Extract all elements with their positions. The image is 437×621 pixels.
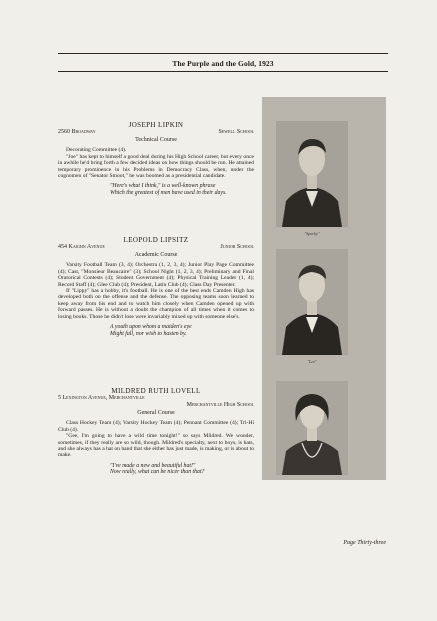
bio-paragraph: If "Lippy" has a hobby, it's football. He is one of the best ends Camden High has developed both on the offense and the defense. The opposing teams soon learned to keep away from his end and to watch him closely when Camden opened up with forward passes. He is without a doubt the champion of all times when it comes to losing books. Those he didn't lose were invariably mixed up with someone else's. xyxy=(58,288,254,320)
header-top-rule xyxy=(58,53,388,54)
student-name: LEOPOLD LIPSITZ xyxy=(123,236,189,244)
address-row xyxy=(58,244,254,251)
portrait-young-woman-icon xyxy=(276,381,348,475)
activities-paragraph: Varsity Football Team (3, 4); Orchestra (1, 2, 3, 4); Junior Play Page Committee (4); Cast, "Monsieur Beaucaire" (3); School Night (1, 2, 3, 4); Preliminary and Final Oratorical Contests (4); Student Government (4); Physical Training Leader (1, 4); Record Staff (4); Glee Club (4); President, Latin Club (4); Class Day Presenter. xyxy=(58,262,254,288)
entry-joseph-lipkin xyxy=(58,122,254,197)
activities-paragraph: Decorating Committee (4). xyxy=(66,147,127,154)
course-name: Technical Course xyxy=(135,137,177,144)
verse-quote xyxy=(110,463,254,476)
entry-mildred-ruth-lovell xyxy=(58,388,254,476)
portrait-photo xyxy=(276,121,348,227)
previous-school: Sewell School xyxy=(218,129,254,136)
header-bottom-rule xyxy=(58,71,388,72)
portrait-young-man-icon xyxy=(276,249,348,355)
verse-line-1: A youth upon whom a maiden's eye xyxy=(110,324,192,331)
photo-caption: "Sparky" xyxy=(304,231,320,236)
bio-paragraph: "Gee, I'm going to have a wild time tonight!" so says Mildred. We wonder, sometimes, if they really are so wild, though. Mildred's specialty, next to boys, is hats, and she always has a hat on hand that she either has just made, is making, or is about to make. xyxy=(58,433,254,459)
course-name: Academic Course xyxy=(134,252,178,259)
activities-paragraph: Class Hockey Team (4); Varsity Hockey Team (4); Pennant Committee (4); Tri-Hi Club (4). xyxy=(58,420,254,433)
student-name: JOSEPH LIPKIN xyxy=(128,121,184,129)
verse-line-1: "Here's what I think," is a well-known phrase xyxy=(110,183,216,190)
page-number: Page Thirty-three xyxy=(343,540,386,546)
student-name: MILDRED RUTH LOVELL xyxy=(111,387,201,395)
student-address: 2560 Broadway xyxy=(58,129,96,136)
previous-school: Merchantville High School xyxy=(186,402,254,409)
portrait-photo xyxy=(276,381,348,475)
verse-line-2: Now really, what can be nicer than that? xyxy=(110,469,205,476)
verse-quote xyxy=(110,324,254,337)
entry-leopold-lipsitz xyxy=(58,237,254,337)
address-row xyxy=(58,129,254,136)
verse-line-1: "I've made a new and beautiful hat!" xyxy=(110,462,196,469)
student-address: 5 Lexington Avenue, Merchantville xyxy=(58,395,145,402)
page-title: The Purple and the Gold, 1923 xyxy=(172,59,274,68)
photo-caption: "Lee" xyxy=(307,359,317,364)
previous-school: Junior School xyxy=(220,244,254,251)
portrait-strip xyxy=(262,97,386,480)
portrait-photo xyxy=(276,249,348,355)
verse-quote xyxy=(110,183,254,196)
portrait-young-man-icon xyxy=(276,121,348,227)
verse-line-2: Which the greatest of men have used in their days. xyxy=(110,190,227,197)
photo-caption: "Bill" xyxy=(307,468,317,473)
course-name: General Course xyxy=(137,410,175,417)
student-address: 454 Kaighn Avenue xyxy=(58,244,105,251)
verse-line-2: Might fall, nor wish to hasten by. xyxy=(110,330,187,337)
bio-paragraph: "Joe" has kept to himself a good deal during his High School career, but every once in awhile he'd bring forth a few decided ideas on how things should be run. He attained temporary prominence in his Problems in Democracy Class, when, under the cognomen of "Senator Smoot," he was boomed as a presidential candidate. xyxy=(58,153,254,180)
